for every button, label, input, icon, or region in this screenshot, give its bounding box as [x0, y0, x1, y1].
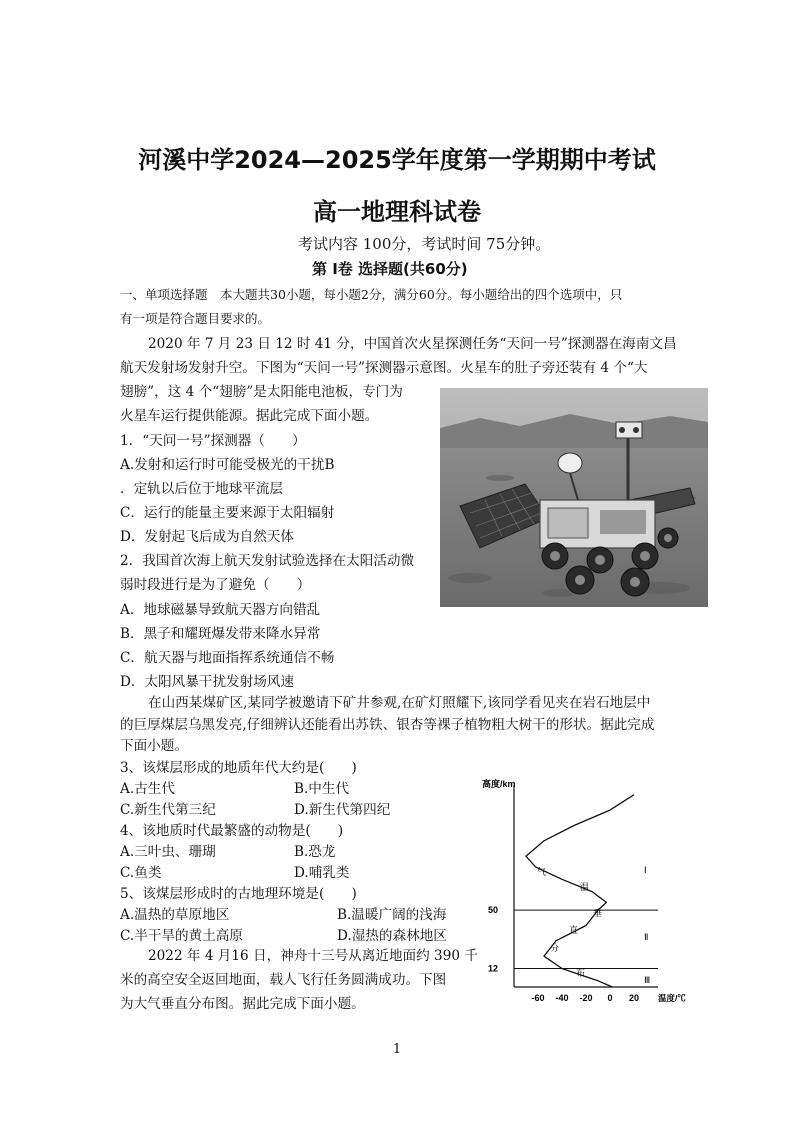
- x-tick-label: -20: [579, 993, 593, 1003]
- section-title: 第 Ⅰ卷 选择题(共60分): [312, 260, 468, 278]
- curve-text-qi: 气: [537, 867, 547, 877]
- passage1-line1: 2020 年 7 月 23 日 12 时 41 分，中国首次火星探测任务“天问一号”探测器在海南文昌: [148, 336, 677, 352]
- x-tick-label: -60: [531, 993, 545, 1003]
- curve-text-zhi: 直: [569, 925, 579, 935]
- atmosphere-vertical-chart: [480, 775, 695, 1010]
- instructions-line1: 一、单项选择题 本大题共30小题，每小题2分，满分60分。每小题给出的四个选项中，只: [120, 287, 623, 302]
- q4-option-b: B.恐龙: [294, 844, 336, 860]
- q3-option-d: D.新生代第四纪: [294, 802, 391, 818]
- curve-text-bu: 布: [576, 968, 586, 978]
- passage3-line1: 2022 年 4 月16 日，神舟十三号从离近地面约 390 千: [148, 948, 478, 964]
- passage2-line1: 在山西某煤矿区,某同学被邀请下矿井参观,在矿灯照耀下,该同学看见夹在岩石地层中: [148, 695, 651, 711]
- passage3-line3: 为大气垂直分布图。据此完成下面小题。: [120, 996, 365, 1012]
- q4-option-c: C.鱼类: [120, 865, 162, 881]
- q5-option-a: A.温热的草原地区: [120, 907, 230, 923]
- q2-option-c: C．航天器与地面指挥系统通信不畅: [120, 650, 335, 666]
- q3-stem: 3、该煤层形成的地质年代大约是( ): [120, 760, 357, 776]
- layer-label-3: Ⅲ: [644, 975, 651, 985]
- curve-text-wen: 温: [580, 882, 590, 892]
- q4-option-a: A.三叶虫、珊瑚: [120, 844, 216, 860]
- q5-option-c: C.半干旱的黄土高原: [120, 928, 243, 944]
- q1-option-a: A.发射和运行时可能受极光的干扰B: [120, 457, 335, 473]
- passage1-line2: 航天发射场发射升空。下图为“天问一号”探测器示意图。火星车的肚子旁还装有 4 个“大: [120, 360, 648, 376]
- x-tick-label: 20: [628, 993, 640, 1003]
- layer-label-2: Ⅱ: [644, 932, 649, 942]
- layer-label-1: Ⅰ: [644, 865, 647, 875]
- q3-option-c: C.新生代第三纪: [120, 802, 216, 818]
- x-tick-label: 0: [607, 993, 613, 1003]
- passage2-line2: 的巨厚煤层乌黑发亮,仔细辨认还能看出苏铁、银杏等裸子植物粗大树干的形状。据此完成: [120, 717, 655, 733]
- q2-stem-line2: 弱时段进行是为了避免（ ）: [120, 577, 311, 593]
- passage1-line4: 火星车运行提供能源。据此完成下面小题。: [120, 408, 379, 424]
- q3-option-a: A.古生代: [120, 781, 175, 797]
- q2-stem-line1: 2．我国首次海上航天发射试验选择在太阳活动微: [120, 553, 415, 569]
- paper-subtitle: 高一地理科试卷: [313, 198, 481, 226]
- q5-option-d: D.湿热的森林地区: [337, 928, 447, 944]
- y-axis-label: 高度/km: [482, 779, 516, 789]
- q1-option-c: C．运行的能量主要来源于太阳辐射: [120, 505, 335, 521]
- y-tick-label: 12: [488, 963, 499, 974]
- y-tick-label: 50: [488, 905, 499, 916]
- curve-text-fen: 分: [550, 943, 560, 953]
- passage1-line3: 翅膀”，这 4 个“翅膀”是太阳能电池板，专门为: [120, 384, 403, 400]
- q1-option-d: D．发射起飞后成为自然天体: [120, 529, 295, 545]
- exam-title: 河溪中学2024—2025学年度第一学期期中考试: [138, 146, 656, 174]
- exam-info: 考试内容 100分，考试时间 75分钟。: [298, 235, 551, 253]
- q4-option-d: D.哺乳类: [294, 865, 350, 881]
- q4-stem: 4、该地质时代最繁盛的动物是( ): [120, 823, 344, 839]
- passage3-line2: 米的高空安全返回地面，载人飞行任务圆满成功。下图: [120, 972, 447, 988]
- q3-option-b: B.中生代: [294, 781, 350, 797]
- curve-text-chui: 垂: [593, 908, 603, 918]
- q5-option-b: B.温暖广阔的浅海: [337, 907, 447, 923]
- instructions-line2: 有一项是符合题目要求的。: [120, 311, 271, 326]
- x-tick-label: -40: [555, 993, 569, 1003]
- q1-stem: 1．“天问一号”探测器（ ）: [120, 433, 306, 449]
- q2-option-b: B．黑子和耀斑爆发带来降水异常: [120, 626, 321, 642]
- q5-stem: 5、该煤层形成时的古地理环境是( ): [120, 886, 357, 902]
- q2-option-d: D．太阳风暴干扰发射场风速: [120, 674, 295, 690]
- q2-option-a: A．地球磁暴导致航天器方向错乱: [120, 602, 321, 618]
- x-axis-label: 温度/℃: [658, 993, 686, 1003]
- page-number: 1: [392, 1042, 402, 1057]
- passage2-line3: 下面小题。: [120, 738, 188, 754]
- q1-option-b: ．定轨以后位于地球平流层: [120, 481, 284, 497]
- mars-rover-image: [440, 388, 708, 607]
